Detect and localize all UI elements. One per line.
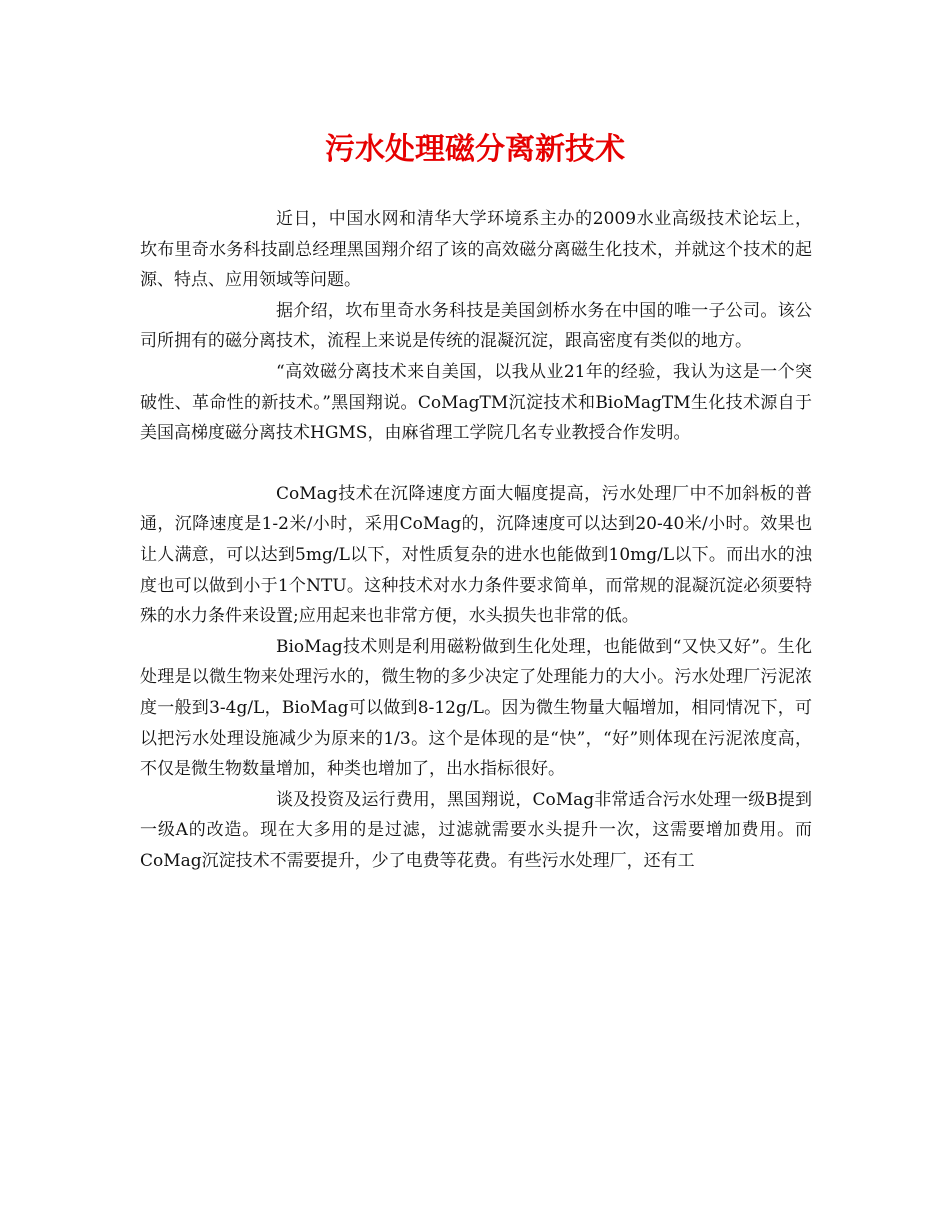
paragraph-6: 谈及投资及运行费用，黑国翔说，CoMag非常适合污水处理一级B提到一级A的改造。现在大多用的是过滤，过滤就需要水头提升一次，这需要增加费用。而CoMag沉淀技术不需要提升，少了电费等花费。有些污水处理厂，还有工: [140, 789, 812, 871]
paragraph-1: 近日，中国水网和清华大学环境系主办的2009水业高级技术论坛上，坎布里奇水务科技副总经理黑国翔介绍了该的高效磁分离磁生化技术，并就这个技术的起源、特点、应用领域等问题。: [140, 209, 812, 291]
paragraph-5: BioMag技术则是利用磁粉做到生化处理，也能做到“又快又好”。生化处理是以微生物来处理污水的，微生物的多少决定了处理能力的大小。污水处理厂污泥浓度一般到3-4g/L，BioMag可以做到8-12g/L。因为微生物量大幅增加，相同情况下，可以把污水处理设施减少为原来的1/3。这个是体现的是“快”，“好”则体现在污泥浓度高，不仅是微生物数量增加，种类也增加了，出水指标很好。: [140, 636, 812, 780]
document-title: 污水处理磁分离新技术: [325, 132, 625, 167]
document-body: [140, 204, 812, 876]
paragraph-4: CoMag技术在沉降速度方面大幅度提高，污水处理厂中不加斜板的普通，沉降速度是1-2米/小时，采用CoMag的，沉降速度可以达到20-40米/小时。效果也让人满意，可以达到5mg/L以下，对性质复杂的进水也能做到10mg/L以下。而出水的浊度也可以做到小于1个NTU。这种技术对水力条件要求简单，而常规的混凝沉淀必须要特殊的水力条件来设置;应用起来也非常方便，水头损失也非常的低。: [140, 483, 813, 627]
paragraph-2: 据介绍，坎布里奇水务科技是美国剑桥水务在中国的唯一子公司。该公司所拥有的磁分离技术，流程上来说是传统的混凝沉淀，跟高密度有类似的地方。: [140, 300, 812, 352]
paragraph-spacer: [140, 449, 812, 479]
paragraph-3: “高效磁分离技术来自美国，以我从业21年的经验，我认为这是一个突破性、革命性的新技术。”黑国翔说。CoMagTM沉淀技术和BioMagTM生化技术源自于美国高梯度磁分离技术HGMS，由麻省理工学院几名专业教授合作发明。: [140, 361, 812, 444]
